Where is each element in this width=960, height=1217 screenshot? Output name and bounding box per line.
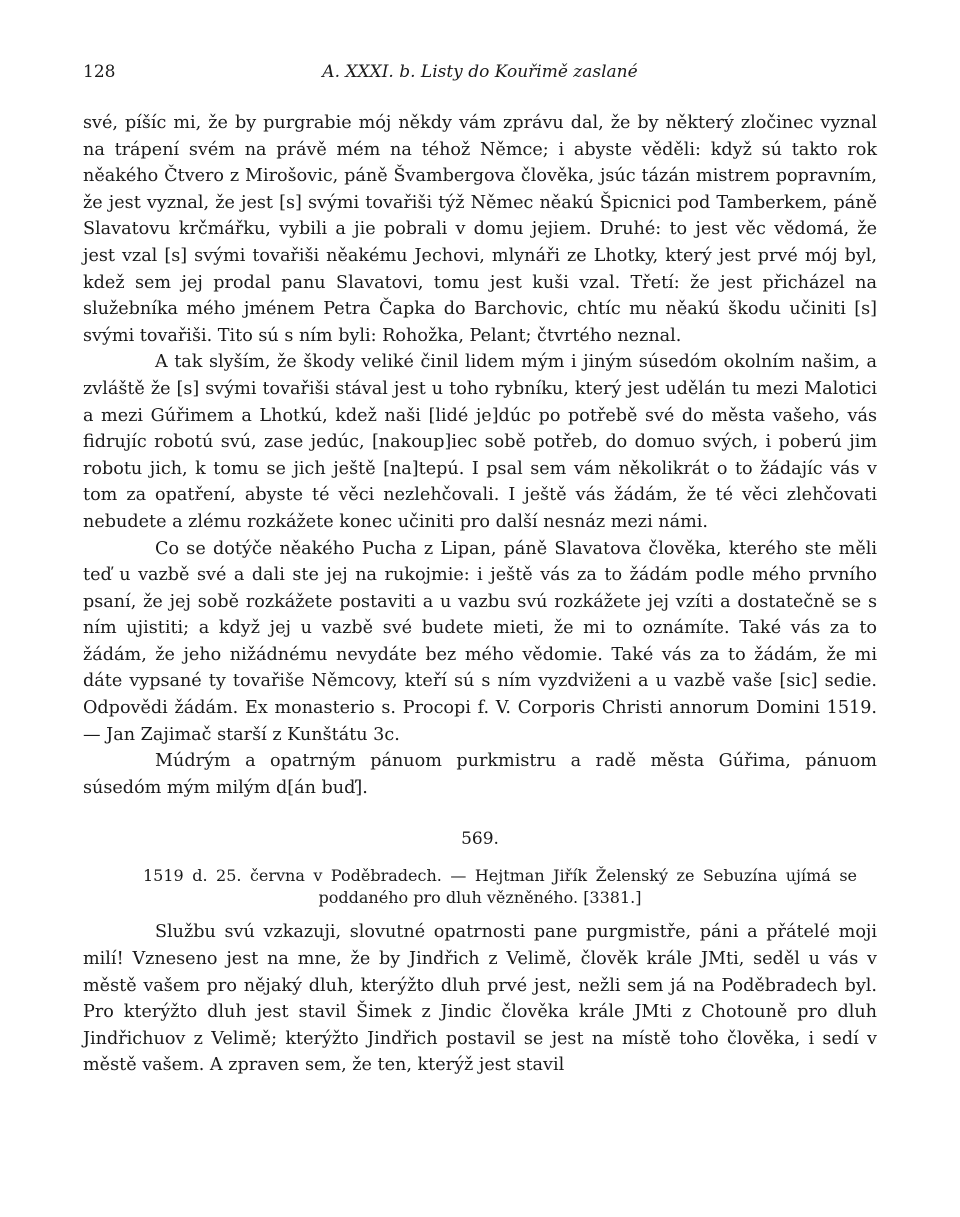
running-title: A. XXXI. b. Listy do Kouřimě zaslané [322, 62, 638, 82]
page-number: 128 [83, 62, 116, 82]
running-head [83, 62, 877, 88]
document-page [83, 62, 877, 1079]
body-paragraph-2: A tak slyším, že škody veliké činil lidem mým i jiným súsedóm okolním našim, a zvláště že [s] svými tovařiši stával jest u toho rybníku, který jest udělán tu mezi Malotici a mezi Gúřimem a Lhotkú, kdež naši [lidé je]dúc po potřebě své do města vašeho, vás fidrujíc robotú svú, zase jedúc, [nakoup]iec sobě potřeb, do domuo svých, i poberú jim robotu jich, k tomu se jich ještě [na]tepú. I psal sem vám několikrát o to žádajíc vás v tom za opatření, abyste té věci nezlehčovali. I ještě vás žádám, že té věci zlehčovati nebudete a zlému rozkážete konec učiniti pro další nesnáz mezi námi. [83, 352, 877, 532]
document-heading [103, 865, 857, 909]
document-body-paragraph: Službu svú vzkazuji, slovutné opatrnosti pane purgmistře, páni a přátelé moji milí! Vzneseno jest na mne, že by Jindřich z Velimě, člověk krále JMti, seděl u vás v městě vašem pro nějaký dluh, kterýžto dluh prvé jest, nežli sem já na Poděbradech byl. Pro kterýžto dluh jest stavil Šimek z Jindic člověka krále JMti z Chotouně pro dluh Jindřichuov z Velimě; kterýžto Jindřich postavil se jest na místě toho člověka, i sedí v městě vašem. A zpraven sem, že ten, kterýž jest stavil [83, 922, 877, 1076]
body-paragraph-1: své, píšíc mi, že by purgrabie mój někdy vám zprávu dal, že by některý zločinec vyznal na trápení svém na právě mém na téhož Němce; i abyste věděli: když sú takto rok něakého Čtvero z Mirošovic, páně Švambergova člověka, jsúc tázán mistrem popravním, že jest vyznal, že jest [s] svými tovařiši týž Němec něakú Špicnici pod Tamberkem, páně Slavatovu krčmářku, vybili a jie pobrali v domu jejiem. Druhé: to jest věc vědomá, že jest vzal [s] svými tovařiši něakému Jechovi, mlynáři ze Lhotky, který jest prvé mój byl, kdež sem jej prodal panu Slavatovi, tomu jest kuši vzal. Třetí: že jest přicházel na služebníka mého jménem Petra Čapka do Barchovic, chtíc mu něakú škodu učiniti [s] svými tovařiši. Tito sú s ním byli: Rohožka, Pelant; čtvrtého neznal. [83, 113, 877, 346]
address-paragraph: Múdrým a opatrným pánuom purkmistru a radě města Gúřima, pánuom súsedóm mým milým d[án buď]. [83, 751, 877, 798]
document-number: 569. [461, 829, 499, 850]
document-heading-line-1: 1519 d. 25. června v Poděbradech. — Hejtman Jiřík Želenský ze Sebuzína ujímá se [143, 866, 857, 886]
body-paragraph-3: Co se dotýče něakého Pucha z Lipan, páně Slavatova člověka, kterého ste měli teď u vazbě své a dali ste jej na rukojmie: i ještě vás za to žádám podle mého prvního psaní, že jej sobě rozkážete postaviti a u vazbu svú rozkážete jej vzíti a dostatečně se s ním ujistiti; a když jej u vazbě své budete mieti, že mi to oznámíte. Také vás za to žádám, že jeho nižádnému nevydáte bez mého vědomie. Také vás za to žádám, že mi dáte vypsané ty tovařiše Němcovy, kteří sú s ním vyzdviženi a u vazbě vaše [sic] sedie. Odpovědi žádám. Ex monasterio s. Procopi f. V. Corporis Christi annorum Domini 1519. — Jan Zajimač starší z Kunštátu 3c. [83, 538, 877, 745]
document-heading-line-2: poddaného pro dluh vězněného. [3381.] [318, 888, 642, 908]
